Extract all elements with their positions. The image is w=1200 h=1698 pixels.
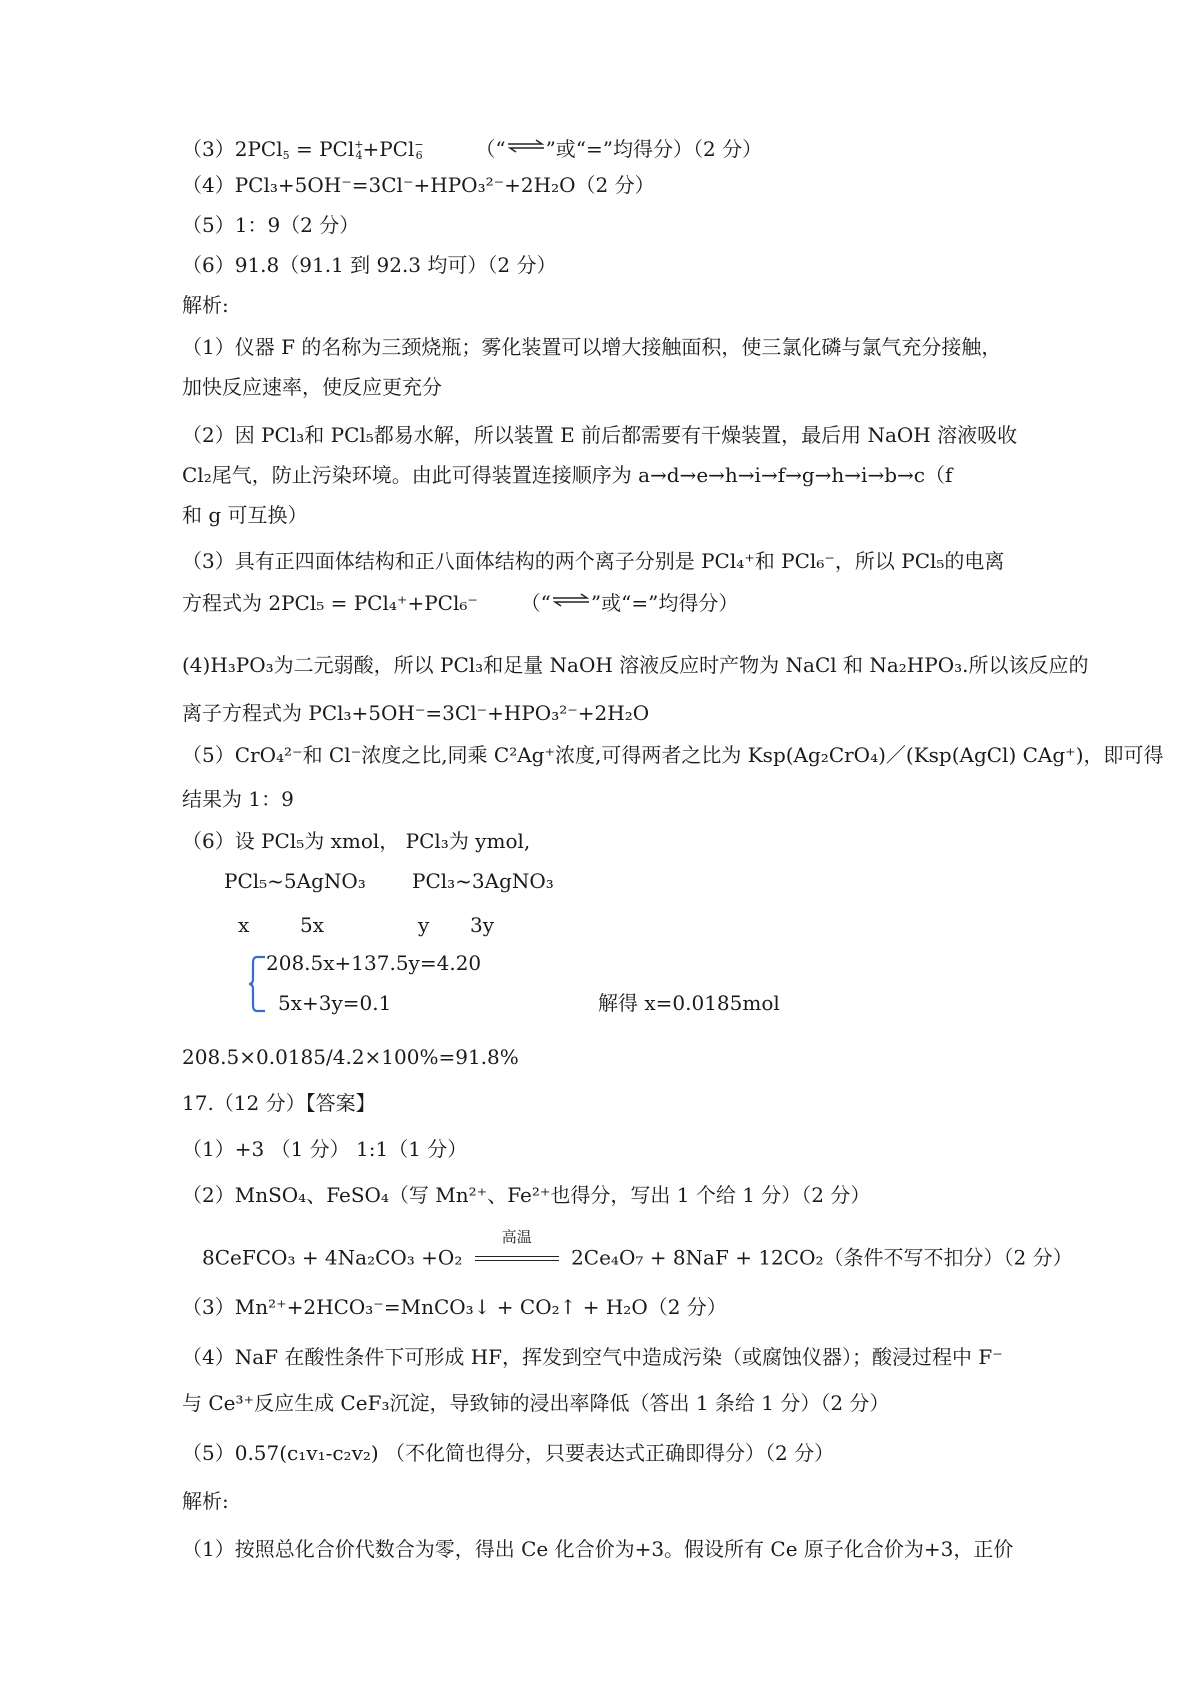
q17-heading: 17.（12 分）【答案】 (182, 1091, 376, 1115)
relation-y: y (418, 913, 430, 937)
analysis-3-line-b: 方程式为 2PCl₅ = PCl₄⁺+PCl₆⁻ （“ ”或“=”均得分） (182, 591, 739, 615)
equilibrium-arrow-icon (551, 593, 591, 607)
answer-4-line: （4）PCl₃+5OH⁻=3Cl⁻+HPO₃²⁻+2H₂O（2 分） (182, 173, 655, 197)
answer-3-text: （3）2PCl (182, 137, 283, 161)
analysis-5-line-a: （5）CrO₄²⁻和 Cl⁻浓度之比,同乘 C²Ag⁺浓度,可得两者之比为 Ksp(Ag₂CrO₄)／(Ksp(AgCl) CAg⁺)，即可得 (182, 743, 1164, 767)
q17-answer-5: （5）0.57(c₁v₁-c₂v₂) （不化简也得分，只要表达式正确即得分）（2 分） (182, 1441, 835, 1465)
solution-text: 解得 x=0.0185mol (598, 991, 780, 1015)
analysis-2-line-b: Cl₂尾气，防止污染环境。由此可得装置连接顺序为 a→d→e→h→i→f→g→h→i→b→c（f (182, 463, 953, 487)
q17-answer-4-a: （4）NaF 在酸性条件下可形成 HF，挥发到空气中造成污染（或腐蚀仪器）；酸浸过程中 F⁻ (182, 1345, 1003, 1369)
q17-answer-1: （1）+3 （1 分） 1:1（1 分） (182, 1137, 468, 1161)
relation-pcl3: PCl₃~3AgNO₃ (412, 869, 554, 893)
answer-6-line: （6）91.8（91.1 到 92.3 均可）（2 分） (182, 253, 557, 277)
analysis-1-line-a: （1）仪器 F 的名称为三颈烧瓶；雾化装置可以增大接触面积，使三氯化磷与氯气充分接触， (182, 335, 1002, 359)
equilibrium-arrow-icon (506, 139, 546, 153)
result-line: 208.5×0.0185/4.2×100%=91.8% (182, 1045, 519, 1069)
relation-x: x (238, 913, 250, 937)
q17-answer-4-b: 与 Ce³⁺反应生成 CeF₃沉淀，导致铈的浸出率降低（答出 1 条给 1 分）（2 分） (182, 1391, 890, 1415)
analysis-heading-2: 解析: (182, 1489, 229, 1513)
analysis-6-line-a: （6）设 PCl₅为 xmol， PCl₃为 ymol, (182, 829, 531, 853)
q17-answer-3: （3）Mn²⁺+2HCO₃⁻=MnCO₃↓ + CO₂↑ + H₂O（2 分） (182, 1295, 727, 1319)
analysis-heading-1: 解析: (182, 293, 229, 317)
q17-equation: 8CeFCO₃ + 4Na₂CO₃ +O₂ 高温 2Ce₄O₇ + 8NaF + 12CO₂（条件不写不扣分）（2 分） (202, 1244, 1073, 1274)
equation-brace-icon (247, 955, 267, 1013)
analysis-4-line-a: (4)H₃PO₃为二元弱酸，所以 PCl₃和足量 NaOH 溶液反应时产物为 NaCl 和 Na₂HPO₃.所以该反应的 (182, 653, 1089, 677)
relation-3y: 3y (470, 913, 495, 937)
analysis-2-line-c: 和 g 可互换） (182, 503, 308, 527)
analysis-3-line-a: （3）具有正四面体结构和正八面体结构的两个离子分别是 PCl₄⁺和 PCl₆⁻，所以 PCl₅的电离 (182, 549, 1005, 573)
equation-2: 5x+3y=0.1 (278, 991, 392, 1015)
reaction-condition: 高温 (475, 1244, 559, 1274)
analysis-4-line-b: 离子方程式为 PCl₃+5OH⁻=3Cl⁻+HPO₃²⁻+2H₂O (182, 701, 650, 725)
analysis-5-line-b: 结果为 1：9 (182, 787, 294, 811)
q17-answer-2: （2）MnSO₄、FeSO₄（写 Mn²⁺、Fe²⁺也得分，写出 1 个给 1 分）（2 分） (182, 1183, 871, 1207)
answer-5-line: （5）1：9（2 分） (182, 213, 360, 237)
analysis-1-line-b: 加快反应速率，使反应更充分 (182, 375, 442, 399)
answer-3-line: （3）2PCl$_5$ = PCl+$_4$+PCl−$_6$ （“ ”或“=”均得分）（2 分） (182, 137, 763, 162)
q17-analysis-1: （1）按照总化合价代数合为零，得出 Ce 化合价为+3。假设所有 Ce 原子化合价为+3，正价 (182, 1537, 1014, 1561)
equation-1: 208.5x+137.5y=4.20 (266, 951, 482, 975)
analysis-2-line-a: （2）因 PCl₃和 PCl₅都易水解，所以装置 E 前后都需要有干燥装置，最后用 NaOH 溶液吸收 (182, 423, 1018, 447)
relation-5x: 5x (300, 913, 325, 937)
relation-pcl5: PCl₅~5AgNO₃ (224, 869, 366, 893)
